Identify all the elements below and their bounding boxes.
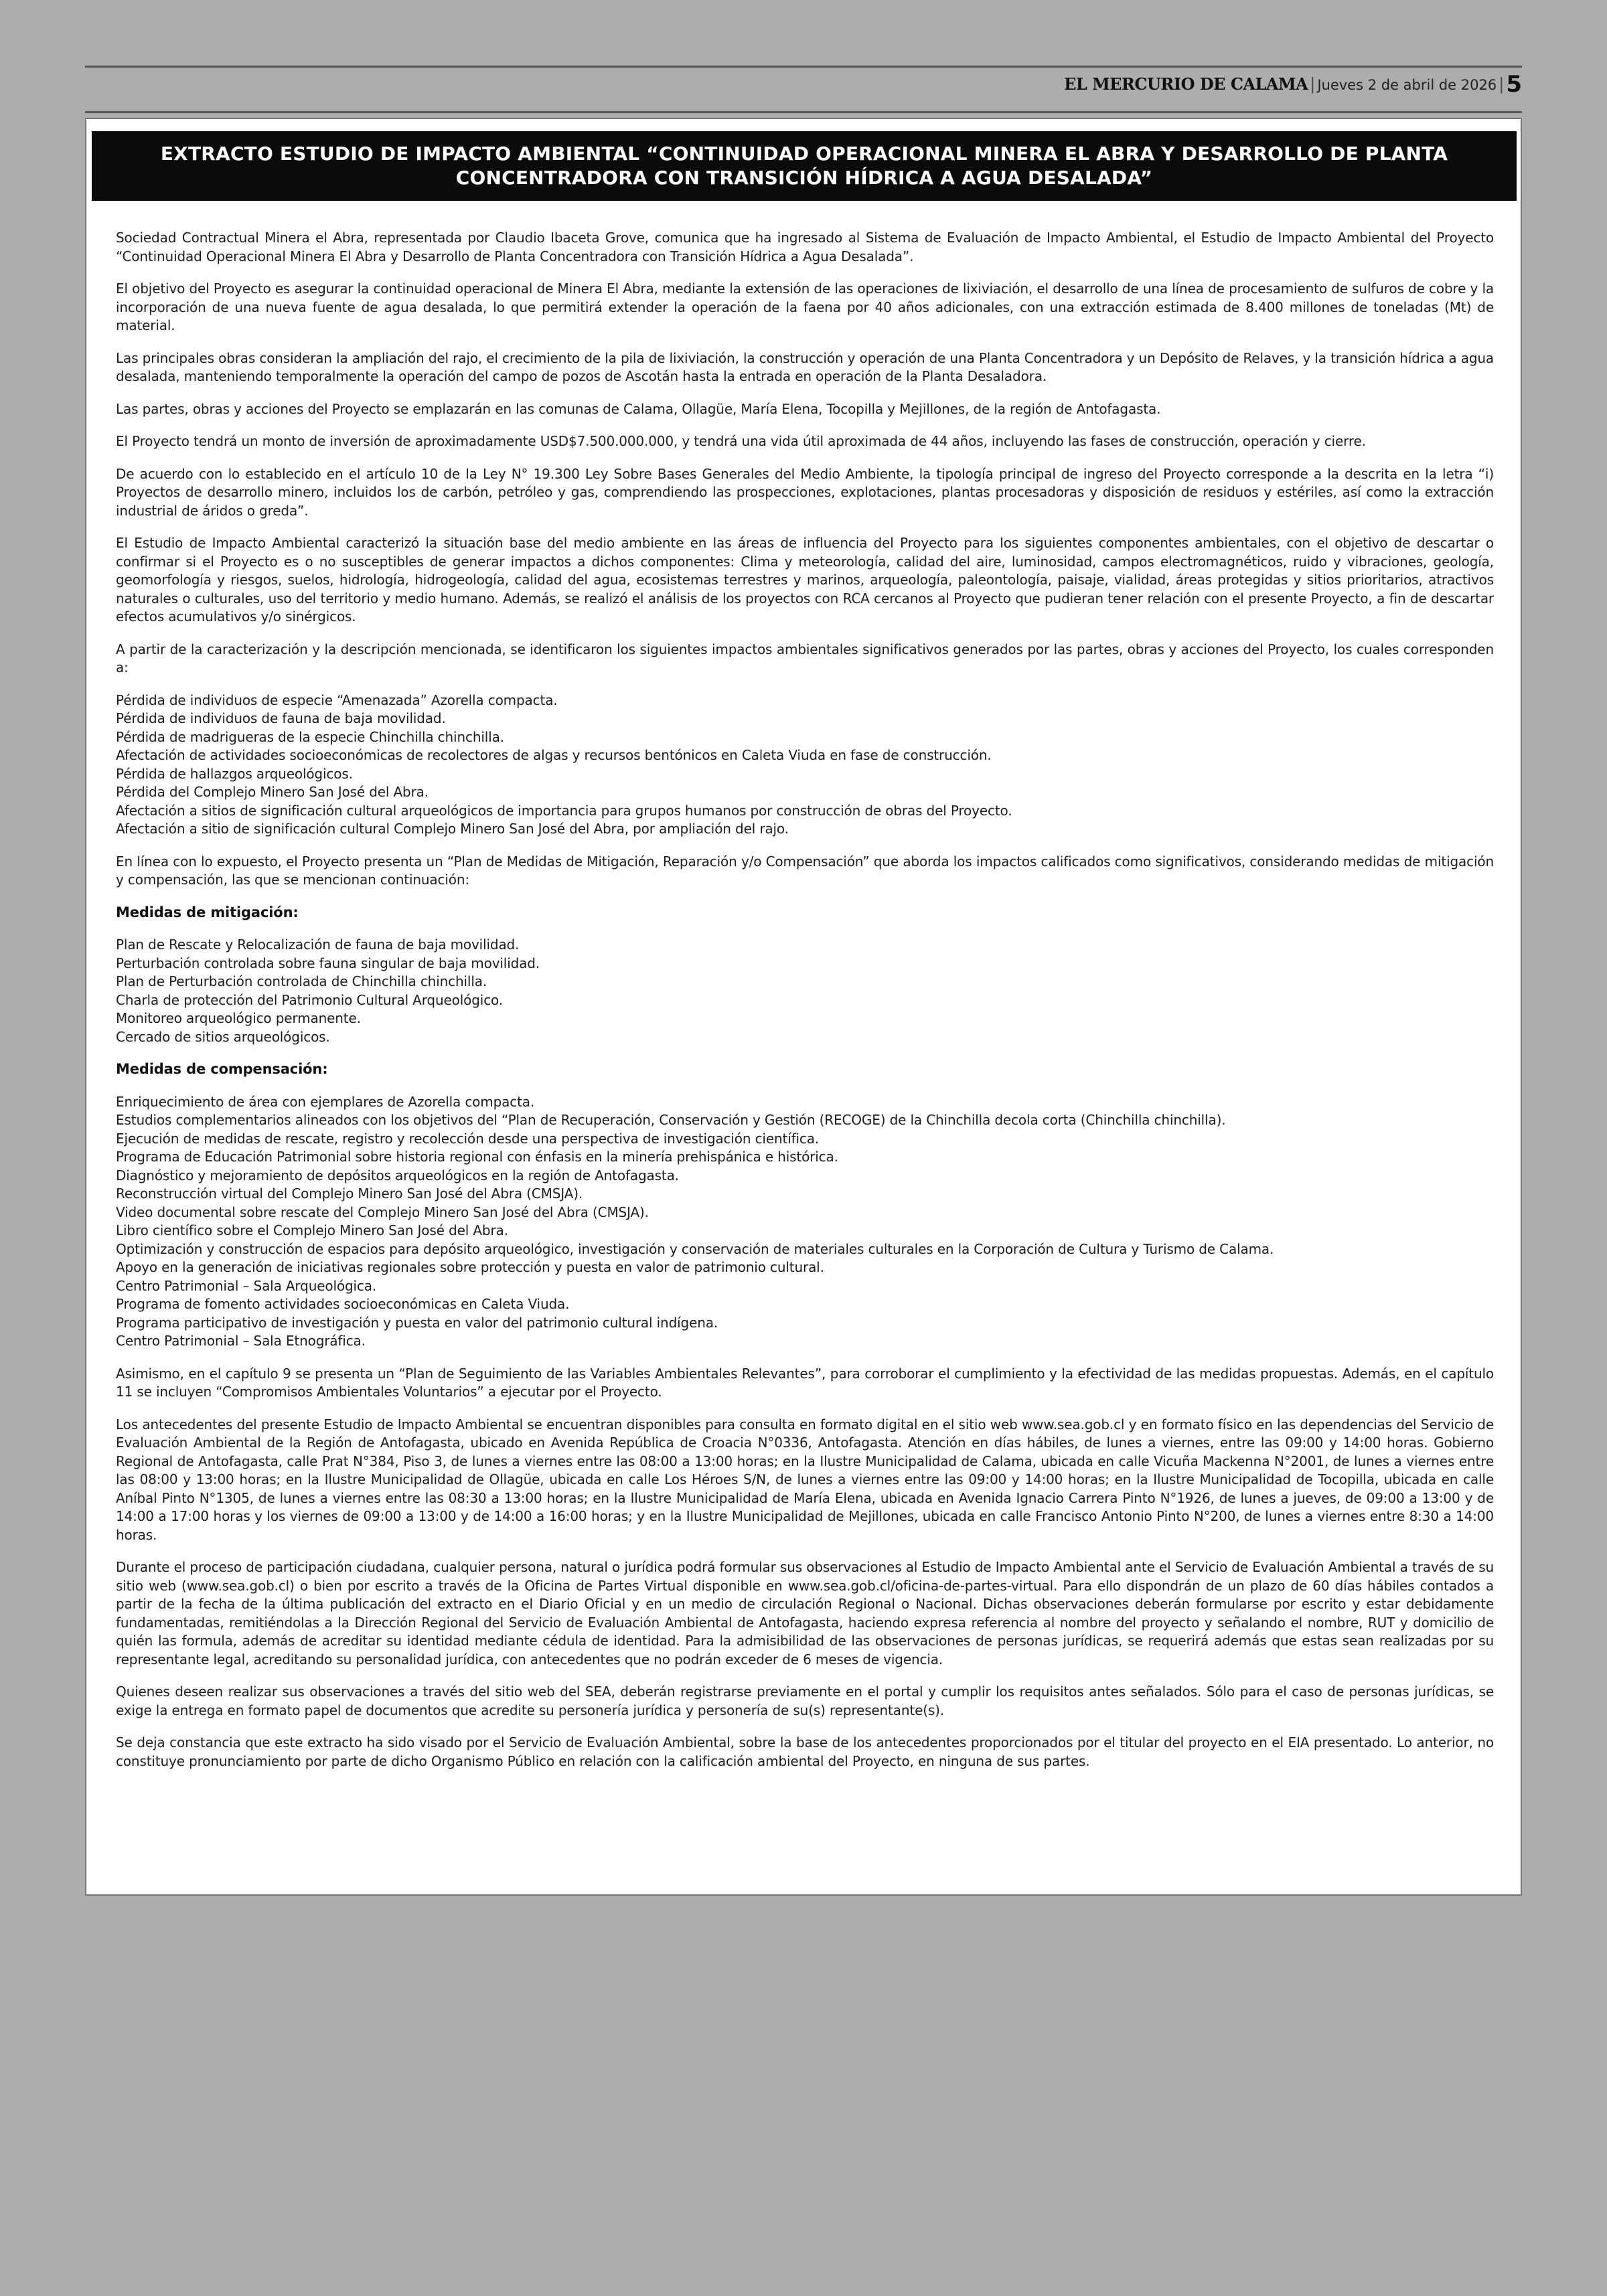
masthead-separator: | [1310, 75, 1316, 94]
paragraph-intro: Sociedad Contractual Minera el Abra, representada por Claudio Ibaceta Grove, comunica que ha ingresado al Sistema de Evaluación de Impacto Ambiental, el Estudio de Impacto Ambiental del Proyecto “Continuidad Operacional Minera El Abra y Desarrollo de Planta Concentradora con Transición Hídrica a Agua Desalada”. [116, 230, 1494, 264]
list-item: Centro Patrimonial – Sala Etnográfica. [116, 1333, 366, 1349]
compensation-heading: Medidas de compensación: [116, 1061, 328, 1077]
paragraph-web-registration: Quienes deseen realizar sus observaciones a través del sitio web del SEA, deberán registrarse previamente en el portal y cumplir los requisitos antes señalados. Sólo para el caso de personas jurídicas, se exige la entrega en formato papel de documentos que acredite su personería jurídica y personería de su(s) representante(s). [116, 1684, 1494, 1718]
list-item: Estudios complementarios alineados con los objetivos del “Plan de Recuperación, Conservación y Gestión (RECOGE) de la Chinchilla decola corta (Chinchilla chinchilla). [116, 1112, 1226, 1128]
list-item: Monitoreo arqueológico permanente. [116, 1010, 361, 1026]
list-item: Plan de Rescate y Relocalización de fauna de baja movilidad. [116, 936, 520, 953]
masthead [85, 68, 1522, 100]
list-item: Pérdida de individuos de especie “Amenazada” Azorella compacta. [116, 691, 558, 708]
list-item: Optimización y construcción de espacios para depósito arqueológico, investigación y conservación de materiales culturales en la Corporación de Cultura y Turismo de Calama. [116, 1240, 1274, 1257]
paragraph-availability: Los antecedentes del presente Estudio de Impacto Ambiental se encuentran disponibles para consulta en formato digital en el sitio web www.sea.gob.cl y en formato físico en las dependencias del Servicio de Evaluación Ambiental de la Región de Antofagasta, ubicado en Avenida República de Croacia N°0336, Antofagasta. Atención en días hábiles, de lunes a viernes, entre las 09:00 y 14:00 horas. Gobierno Regional de Antofagasta, calle Prat N°384, Piso 3, de lunes a viernes entre las 08:00 a 13:00 horas; en la Ilustre Municipalidad de Calama, ubicada en calle Vicuña Mackenna N°2001, de lunes a viernes entre las 08:00 y 13:00 horas; en la Ilustre Municipalidad de Ollagüe, ubicada en calle Los Héroes S/N, de lunes a viernes entre las 09:00 y 14:00 horas; en la Ilustre Municipalidad de Tocopilla, ubicada en calle Aníbal Pinto N°1305, de lunes a viernes entre las 08:30 a 13:00 horas; en la Ilustre Municipalidad de María Elena, ubicada en Avenida Ignacio Carrera Pinto N°1926, de lunes a jueves, de 09:00 a 13:00 y de 14:00 a 17:00 horas y los viernes de 09:00 a 13:00 y de 14:00 a 16:00 horas; y en la Ilustre Municipalidad de Mejillones, ubicada en calle Francisco Antonio Pinto N°200, de lunes a viernes entre 8:30 a 14:00 horas. [116, 1416, 1494, 1543]
masthead-separator: | [1499, 75, 1505, 94]
list-item: Reconstrucción virtual del Complejo Minero San José del Abra (CMSJA). [116, 1185, 583, 1202]
list-item: Libro científico sobre el Complejo Minero San José del Abra. [116, 1222, 508, 1238]
list-item: Perturbación controlada sobre fauna singular de baja movilidad. [116, 955, 540, 971]
list-item: Diagnóstico y mejoramiento de depósitos arqueológicos en la región de Antofagasta. [116, 1167, 679, 1183]
notice-body [116, 229, 1494, 1785]
paragraph-monitoring: Asimismo, en el capítulo 9 se presenta un “Plan de Seguimiento de las Variables Ambientales Relevantes”, para corroborar el cumplimiento y la efectividad de las medidas propuestas. Además, en el capítulo 11 se incluyen “Compromisos Ambientales Voluntarios” a ejecutar por el Proyecto. [116, 1365, 1494, 1400]
paragraph-disclaimer: Se deja constancia que este extracto ha sido visado por el Servicio de Evaluación Ambiental, sobre la base de los antecedentes proporcionados por el titular del proyecto en el EIA presentado. Lo anterior, no constituye pronunciamiento por parte de dicho Organismo Público en relación con la calificación ambiental del Proyecto, en ninguna de sus partes. [116, 1734, 1494, 1769]
list-item: Pérdida del Complejo Minero San José del Abra. [116, 784, 429, 800]
list-item: Ejecución de medidas de rescate, registro y recolección desde una perspectiva de investigación científica. [116, 1130, 820, 1147]
masthead-bottom-rule [85, 111, 1522, 113]
newspaper-name: EL MERCURIO DE CALAMA [1064, 74, 1308, 94]
list-item: Afectación de actividades socioeconómicas de recolectores de algas y recursos bentónicos en Caleta Viuda en fase de construcción. [116, 747, 992, 763]
list-item: Video documental sobre rescate del Complejo Minero San José del Abra (CMSJA). [116, 1204, 649, 1220]
paragraph-impacts-intro: A partir de la caracterización y la descripción mencionada, se identificaron los siguientes impactos ambientales significativos generados por las partes, obras y acciones del Proyecto, los cuales corresponden a: [116, 641, 1494, 675]
paragraph-legal-typology: De acuerdo con lo establecido en el artículo 10 de la Ley N° 19.300 Ley Sobre Bases Generales del Medio Ambiente, la tipología principal de ingreso del Proyecto corresponde a la descrita en la letra “i) Proyectos de desarrollo minero, incluidos los de carbón, petróleo y gas, comprendiendo las prospecciones, explotaciones, plantas procesadoras y disposición de residuos y estériles, así como la extracción industrial de áridos o greda”. [116, 465, 1494, 519]
list-item: Pérdida de hallazgos arqueológicos. [116, 765, 353, 782]
list-item: Plan de Perturbación controlada de Chinchilla chinchilla. [116, 973, 487, 989]
list-item: Programa de Educación Patrimonial sobre historia regional con énfasis en la minería prehispánica e histórica. [116, 1149, 838, 1165]
list-item: Charla de protección del Patrimonio Cultural Arqueológico. [116, 991, 503, 1008]
list-item: Centro Patrimonial – Sala Arqueológica. [116, 1277, 377, 1294]
masthead-top-rule [85, 66, 1522, 68]
list-item: Apoyo en la generación de iniciativas regionales sobre protección y puesta en valor de patrimonio cultural. [116, 1259, 824, 1275]
issue-date: Jueves 2 de abril de 2026 [1317, 77, 1497, 93]
paragraph-participation: Durante el proceso de participación ciudadana, cualquier persona, natural o jurídica podrá formular sus observaciones al Estudio de Impacto Ambiental ante el Servicio de Evaluación Ambiental a través de su sitio web (www.sea.gob.cl) o bien por escrito a través de la Oficina de Partes Virtual disponible en www.sea.gob.cl/oficina-de-partes-virtual. Para ello dispondrán de un plazo de 60 días hábiles contados a partir de la fecha de la última publicación del extracto en el Diario Oficial y en un medio de circulación Regional o Nacional. Dichas observaciones deberán formularse por escrito y estar debidamente fundamentadas, remitiéndolas a la Dirección Regional del Servicio de Evaluación Ambiental de Antofagasta, haciendo expresa referencia al nombre del proyecto y señalando el nombre, RUT y domicilio de quién las formula, además de acreditar su identidad mediante cédula de identidad. Para la admisibilidad de las observaciones de personas jurídicas, se requerirá además que estas sean realizadas por su representante legal, acreditando su personalidad jurídica, con antecedentes que no podrán exceder de 6 meses de vigencia. [116, 1559, 1494, 1667]
list-item: Enriquecimiento de área con ejemplares de Azorella compacta. [116, 1093, 535, 1110]
list-item: Afectación a sitios de significación cultural arqueológicos de importancia para grupos humanos por construcción de obras del Proyecto. [116, 802, 1012, 819]
list-item: Programa de fomento actividades socioeconómicas en Caleta Viuda. [116, 1296, 570, 1312]
page-number: 5 [1506, 71, 1522, 98]
list-item: Programa participativo de investigación y puesta en valor del patrimonio cultural indígena. [116, 1314, 718, 1331]
list-item: Afectación a sitio de significación cultural Complejo Minero San José del Abra, por ampliación del rajo. [116, 821, 789, 837]
mitigation-heading: Medidas de mitigación: [116, 904, 299, 920]
list-item: Cercado de sitios arqueológicos. [116, 1028, 330, 1045]
paragraph-works: Las principales obras consideran la ampliación del rajo, el crecimiento de la pila de lixiviación, la construcción y operación de una Planta Concentradora y un Depósito de Relaves, y la transición hídrica a agua desalada, manteniendo temporalmente la operación del campo de pozos de Ascotán hasta la entrada en operación de la Planta Desaladora. [116, 349, 1494, 384]
list-item: Pérdida de individuos de fauna de baja movilidad. [116, 710, 446, 726]
paragraph-location: Las partes, obras y acciones del Proyecto se emplazarán en las comunas de Calama, Ollagüe, María Elena, Tocopilla y Mejillones, de la región de Antofagasta. [116, 400, 1161, 417]
notice-box [85, 118, 1522, 1896]
mitigation-list [116, 936, 1494, 1046]
paragraph-measures-intro: En línea con lo expuesto, el Proyecto presenta un “Plan de Medidas de Mitigación, Reparación y/o Compensación” que aborda los impactos calificados como significativos, considerando medidas de mitigación y compensación, las que se mencionan continuación: [116, 853, 1494, 888]
notice-title-bar [92, 131, 1517, 201]
paragraph-baseline: El Estudio de Impacto Ambiental caracterizó la situación base del medio ambiente en las áreas de influencia del Proyecto para los siguientes componentes ambientales, con el objetivo de descartar o confirmar si el Proyecto es o no susceptibles de generar impactos a dichos componentes: Clima y meteorología, calidad del aire, luminosidad, campos electromagnéticos, ruido y vibraciones, geología, geomorfología y riesgos, suelos, hidrología, hidrogeología, calidad del agua, ecosistemas terrestres y marinos, arqueología, paleontología, paisaje, vialidad, áreas protegidas y sitios prioritarios, atractivos naturales o culturales, uso del territorio y medio humano. Además, se realizó el análisis de los proyectos con RCA cercanos al Proyecto que pudieran tener relación con el presente Proyecto, a fin de descartar efectos acumulativos y/o sinérgicos. [116, 535, 1494, 625]
paragraph-objective: El objetivo del Proyecto es asegurar la continuidad operacional de Minera El Abra, mediante la extensión de las operaciones de lixiviación, el desarrollo de una línea de procesamiento de sulfuros de cobre y la incorporación de una nueva fuente de agua desalada, lo que permitirá extender la operación de la faena por 40 años adicionales, con una extracción estimada de 8.400 millones de toneladas (Mt) de material. [116, 280, 1494, 333]
list-item: Pérdida de madrigueras de la especie Chinchilla chinchilla. [116, 728, 504, 745]
impacts-list [116, 691, 1494, 839]
notice-title: EXTRACTO ESTUDIO DE IMPACTO AMBIENTAL “CONTINUIDAD OPERACIONAL MINERA EL ABRA Y DESARROLLO DE PLANTA CONCENTRADORA CON TRANSICIÓN HÍDRICA A AGUA DESALADA” [160, 143, 1448, 189]
paragraph-investment: El Proyecto tendrá un monto de inversión de aproximadamente USD$7.500.000.000, y tendrá una vida útil aproximada de 44 años, incluyendo las fases de construcción, operación y cierre. [116, 433, 1366, 449]
compensation-list [116, 1093, 1494, 1351]
